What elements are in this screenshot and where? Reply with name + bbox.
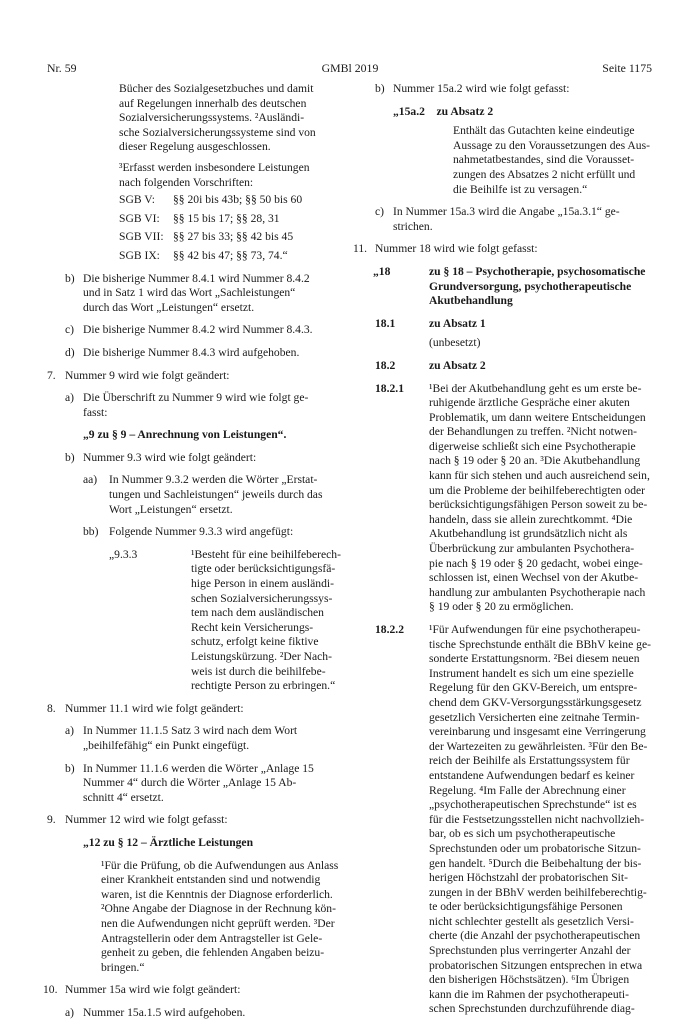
item-label: 10. <box>43 983 58 997</box>
text-line: Problematik, um dann weitere Entscheidungen <box>429 410 646 424</box>
text-line: In Nummer 11.1.5 Satz 3 wird nach dem Wort <box>83 724 298 738</box>
heading-15a2: „15a.2 zu Absatz 2 <box>393 104 494 118</box>
text-line: Nummer 15a.1.5 wird aufgehoben. <box>83 1005 246 1019</box>
text-line: schutz, erfolgt keine fiktive <box>191 635 319 649</box>
text-line: nach § 19 oder § 20 an. ³Die Akutbehandlung <box>429 454 641 468</box>
text-line: fasst: <box>83 405 108 419</box>
text-line: weis ist durch die beihilfebe- <box>191 664 326 678</box>
text-line: ¹Besteht für eine beihilfeberech- <box>191 547 341 561</box>
text-line: Folgende Nummer 9.3.3 wird angefügt: <box>109 525 294 539</box>
item-label: aa) <box>83 473 98 487</box>
item-9 <box>47 813 350 828</box>
text-line: nahmetatbestandes, sind die Vorausset- <box>453 153 635 167</box>
sgb-row <box>119 249 350 264</box>
text-line: sonderte Erstattungsnorm. ²Bei diesem neuen <box>429 652 640 666</box>
text-line: handlung zur ambulanten Psychotherapie nach <box>429 585 646 599</box>
item-label: a) <box>65 391 75 405</box>
item-label: 9. <box>47 813 56 827</box>
text-line: genheit zu geben, die fehlenden Angaben beizu- <box>101 946 325 960</box>
text-line: ¹Bei der Akutbehandlung geht es um erste be- <box>429 381 642 395</box>
item-label: c) <box>375 205 385 219</box>
sgb-row <box>119 193 350 208</box>
text-line: strichen. <box>393 219 433 233</box>
text-line: Sprechstunden oder um probatorische Sitzun- <box>429 841 641 855</box>
item-label: b) <box>375 82 385 95</box>
item-label: b) <box>65 271 75 285</box>
text-line: bringen.“ <box>101 960 145 974</box>
text-line: um die Probleme der beihilfeberechtigten oder <box>429 483 646 497</box>
text-line: Aussage zu den Voraussetzungen des Aus- <box>453 138 650 152</box>
text-line: hige Person in einem ausländi- <box>191 577 334 591</box>
sgb-value: §§ 15 bis 17; §§ 28, 31 <box>173 211 280 225</box>
note-unbesetzt: (unbesetzt) <box>429 336 481 350</box>
text-line: Überbrückung zur ambulanten Psychothera- <box>429 542 635 556</box>
item-10b <box>357 82 655 97</box>
item-label: bb) <box>83 525 99 539</box>
provision-number: 18.2.1 <box>375 381 404 395</box>
item-8 <box>47 702 350 717</box>
provision-12-text <box>47 859 350 976</box>
text-line: Nummer 15a wird wie folgt geändert: <box>65 983 241 997</box>
text-line: und in Satz 1 wird das Wort „Sachleistungen“ <box>83 286 296 300</box>
text-line: „psychotherapeutischen Sprechstunde“ ist es <box>429 798 637 812</box>
item-7b-aa <box>47 473 350 517</box>
text-line: bar, ob es sich um psychotherapeutische <box>429 827 616 841</box>
text-line: In Nummer 15a.3 wird die Angabe „15a.3.1“ ge- <box>393 205 620 219</box>
text-line: pie nach § 19 oder § 20 gedacht, wobei einge- <box>429 556 643 570</box>
text-line: rechtigte Person zu erbringen.“ <box>191 679 336 693</box>
text-line: tungen und Sachleistungen“ jeweils durch das <box>109 488 323 502</box>
item-8b <box>47 762 350 806</box>
sgb-label: SGB VII: <box>119 230 164 244</box>
text-line: Nummer 4“ durch die Wörter „Anlage 15 Ab- <box>83 776 297 790</box>
text-line: Enthält das Gutachten keine eindeutige <box>453 124 635 138</box>
provision-18-2-1 <box>357 382 655 616</box>
text-line: ³Erfasst werden insbesondere Leistungen <box>119 160 310 174</box>
text-line: te oder berücksichtigungsfähige Personen <box>429 900 623 914</box>
text-line: der Wartezeiten zu gewährleisten. ³Für den Be- <box>429 739 648 753</box>
text-line: Die bisherige Nummer 8.4.2 wird Nummer 8.4.3. <box>83 323 313 337</box>
text-line: Nummer 18 wird wie folgt gefasst: <box>375 242 538 256</box>
header-journal: GMBl 2019 <box>321 61 379 75</box>
item-label: d) <box>65 345 75 359</box>
text-line: Nummer 9.3 wird wie folgt geändert: <box>83 450 257 464</box>
sgb-label: SGB V: <box>119 193 155 207</box>
text-line: In Nummer 9.3.2 werden die Wörter „Erstat- <box>109 473 318 487</box>
text-line: berücksichtigungsfähigen Person soweit zu be- <box>429 498 648 512</box>
provision-number: „9.3.3 <box>109 547 138 561</box>
header-issue-number: Nr. 59 <box>47 61 77 75</box>
item-7 <box>47 369 350 384</box>
text-line: Die bisherige Nummer 8.4.1 wird Nummer 8.4.2 <box>83 271 310 285</box>
text-line: Regelung für den GKV-Bereich, um entspre- <box>429 681 638 695</box>
text-line: Die bisherige Nummer 8.4.3 wird aufgehoben. <box>83 345 300 359</box>
item-label: 8. <box>47 701 56 715</box>
text-line: Die Überschrift zu Nummer 9 wird wie folgt ge- <box>83 391 309 405</box>
text-line: gen handelt. ⁵Durch die Beibehaltung der bis- <box>429 856 642 870</box>
text-line: tische Sprechstunde enthält die BBhV keine ge- <box>429 637 651 651</box>
text-line: der Behandlungen zu treffen. ²Nicht notwen- <box>429 425 638 439</box>
sgb-value: §§ 42 bis 47; §§ 73, 74.“ <box>173 248 288 262</box>
text-line: dieser Regelung ausgeschlossen. <box>119 140 271 154</box>
header-page-number: Seite 1175 <box>602 61 652 75</box>
text-line: Wort „Leistungen“ ersetzt. <box>109 502 233 516</box>
text-line: den bisherigen Höchstsätzen). ⁶Im Übrigen <box>429 973 630 987</box>
text-line: reich der Beihilfe als Erstattungssystem für <box>429 754 630 768</box>
text-line: ¹Für Aufwendungen für eine psychotherapeu- <box>429 623 641 636</box>
text-line: chend dem GKV-Versorgungsstärkungsgesetz <box>429 695 642 709</box>
text-line: Nummer 12 wird wie folgt gefasst: <box>65 813 228 827</box>
item-label: a) <box>65 724 75 738</box>
text-line: waren, ist die Kenntnis der Diagnose erforderlich. <box>101 887 333 901</box>
text-line: digerweise schließt sich eine Psychotherapie <box>429 439 636 453</box>
text-line: kann die im Rahmen der psychotherapeuti- <box>429 987 629 1001</box>
text-line: ¹Für die Prüfung, ob die Aufwendungen aus Anlass <box>101 858 339 872</box>
item-11 <box>353 242 655 257</box>
sgb-label: SGB VI: <box>119 211 160 225</box>
item-label: b) <box>65 761 75 775</box>
text-line: für die Festsetzungsstellen nicht nachvollzieh- <box>429 812 645 826</box>
text-line: gesetzlich Versicherten eine zeitnahe Termin- <box>429 710 640 724</box>
heading-12: „12 zu § 12 – Ärztliche Leistungen <box>83 835 254 849</box>
text-line: zu § 18 – Psychotherapie, psychosomatische <box>429 264 646 278</box>
text-line: schen Sozialversicherungssys- <box>191 591 333 605</box>
text-line: Akutbehandlung <box>429 294 513 308</box>
text-line: zu Absatz 1 <box>429 316 486 330</box>
heading-18 <box>357 265 655 309</box>
item-10a <box>47 1006 350 1020</box>
text-line: Nummer 15a.2 wird wie folgt gefasst: <box>393 82 570 95</box>
text-line: cherte (die Anzahl der psychotherapeutischen <box>429 929 641 943</box>
text-line: § 19 oder § 20 zu ermöglichen. <box>429 600 574 614</box>
heading-18-1 <box>357 317 655 332</box>
text-line: Sprechstunden plus verringerter Anzahl der <box>429 944 631 958</box>
provision-18-2-2 <box>357 623 655 1017</box>
text-line: tem nach dem ausländischen <box>191 606 324 620</box>
text-line: Nummer 9 wird wie folgt geändert: <box>65 368 230 382</box>
text-line: Leistungskürzung. ²Der Nach- <box>191 650 332 663</box>
provision-number: 18.2 <box>375 358 396 372</box>
provision-number: 18.2.2 <box>375 623 404 636</box>
right-column <box>353 82 655 1017</box>
provision-number: „18 <box>373 264 391 278</box>
text-line: In Nummer 11.1.6 werden die Wörter „Anlage 15 <box>83 761 314 775</box>
text-line: durch das Wort „Leistungen“ ersetzt. <box>83 300 255 314</box>
text-line: Bücher des Sozialgesetzbuches und damit <box>119 82 314 95</box>
item-label: a) <box>65 1005 75 1019</box>
text-line: Recht kein Versicherungs- <box>191 620 314 634</box>
text-line: nicht schlechter gestellt als gesetzlich Versi- <box>429 914 634 928</box>
text-line: „beihilfefähig“ ein Punkt eingefügt. <box>83 738 250 752</box>
heading-18-2 <box>357 359 655 374</box>
item-7b-bb <box>47 525 350 540</box>
item-10 <box>43 983 350 998</box>
text-line: Akutbehandlung ist grundsätzlich nicht als <box>429 527 628 541</box>
text-line: die Beihilfe ist zu versagen.“ <box>453 182 588 196</box>
left-column <box>43 82 350 1020</box>
text-line: Sozialversicherungssystems. ²Ausländi- <box>119 111 305 125</box>
text-line: tigte oder berücksichtigungsfä- <box>191 562 336 576</box>
text-line: zungen in der BBhV werden beihilfeberechtig- <box>429 885 647 899</box>
item-label: c) <box>65 323 75 337</box>
item-d <box>47 346 350 361</box>
text-line: Regelung. ⁴Im Falle der Abrechnung einer <box>429 783 626 797</box>
text-line: ²Ohne Angabe der Diagnose in der Rechnung kön- <box>101 902 336 916</box>
text-line: Grundversorgung, psychotherapeutische <box>429 279 632 293</box>
text-line: Nummer 11.1 wird wie folgt geändert: <box>65 701 244 715</box>
text-line: vereinbarung und insgesamt eine Verringerung <box>429 725 646 739</box>
provision-9-3-3 <box>47 548 350 694</box>
text-line: herigen Höchstzahl der probatorischen Sit- <box>429 871 628 885</box>
item-b <box>47 272 350 316</box>
item-7a <box>47 391 350 420</box>
provision-15a2-text <box>357 124 655 197</box>
item-label: 11. <box>353 242 368 256</box>
sgb-row <box>119 230 350 245</box>
item-c <box>47 323 350 338</box>
text-line: sche Sozialversicherungssysteme sind von <box>119 125 316 139</box>
text-line: schlossen ist, einen Wechsel von der Akutbe- <box>429 571 639 585</box>
text-line: probatorischen Sitzungen entsprechen in etwa <box>429 958 643 972</box>
text-line: Antragstellerin oder dem Antragsteller ist Gele- <box>101 931 323 945</box>
sgb-row <box>119 212 350 227</box>
text-line: handeln, dass sie allein zurechtkommt. ⁴Die <box>429 512 633 526</box>
provision-number: 18.1 <box>375 316 396 330</box>
text-line: nen die Aufwendungen nicht geprüft werden. ³Der <box>101 916 335 930</box>
item-10c <box>357 205 655 234</box>
text-line: auf Regelungen innerhalb des deutschen <box>119 96 307 110</box>
item-8a <box>47 724 350 753</box>
sgb-label: SGB IX: <box>119 248 160 262</box>
text-line: schnitt 4“ ersetzt. <box>83 790 164 804</box>
text-line: schen Sprechstunden durchzuführende diag- <box>429 1002 635 1016</box>
item-label: b) <box>65 450 75 464</box>
text-line: einer Krankheit entstanden sind und notwendig <box>101 873 321 887</box>
sgb-value: §§ 20i bis 43b; §§ 50 bis 60 <box>173 193 303 207</box>
text-line: zungen des Absatzes 2 nicht erfüllt und <box>453 167 636 181</box>
text-line: entstandene Aufwendungen bedarf es keiner <box>429 768 635 782</box>
text-line: zu Absatz 2 <box>429 358 486 372</box>
item-7b <box>47 451 350 466</box>
item-label: 7. <box>47 368 56 382</box>
text-line: kann für sich stehen und auch ausreichend sein, <box>429 469 650 483</box>
sgb-value: §§ 27 bis 33; §§ 42 bis 45 <box>173 230 294 244</box>
text-line: Instrument handelt es sich um eine spezielle <box>429 666 634 680</box>
intro-paragraph <box>47 82 350 264</box>
text-line: nach folgenden Vorschriften: <box>119 175 254 189</box>
heading-9: „9 zu § 9 – Anrechnung von Leistungen“. <box>83 428 287 442</box>
text-line: ruhigende ärztliche Gespräche einer akuten <box>429 396 630 410</box>
